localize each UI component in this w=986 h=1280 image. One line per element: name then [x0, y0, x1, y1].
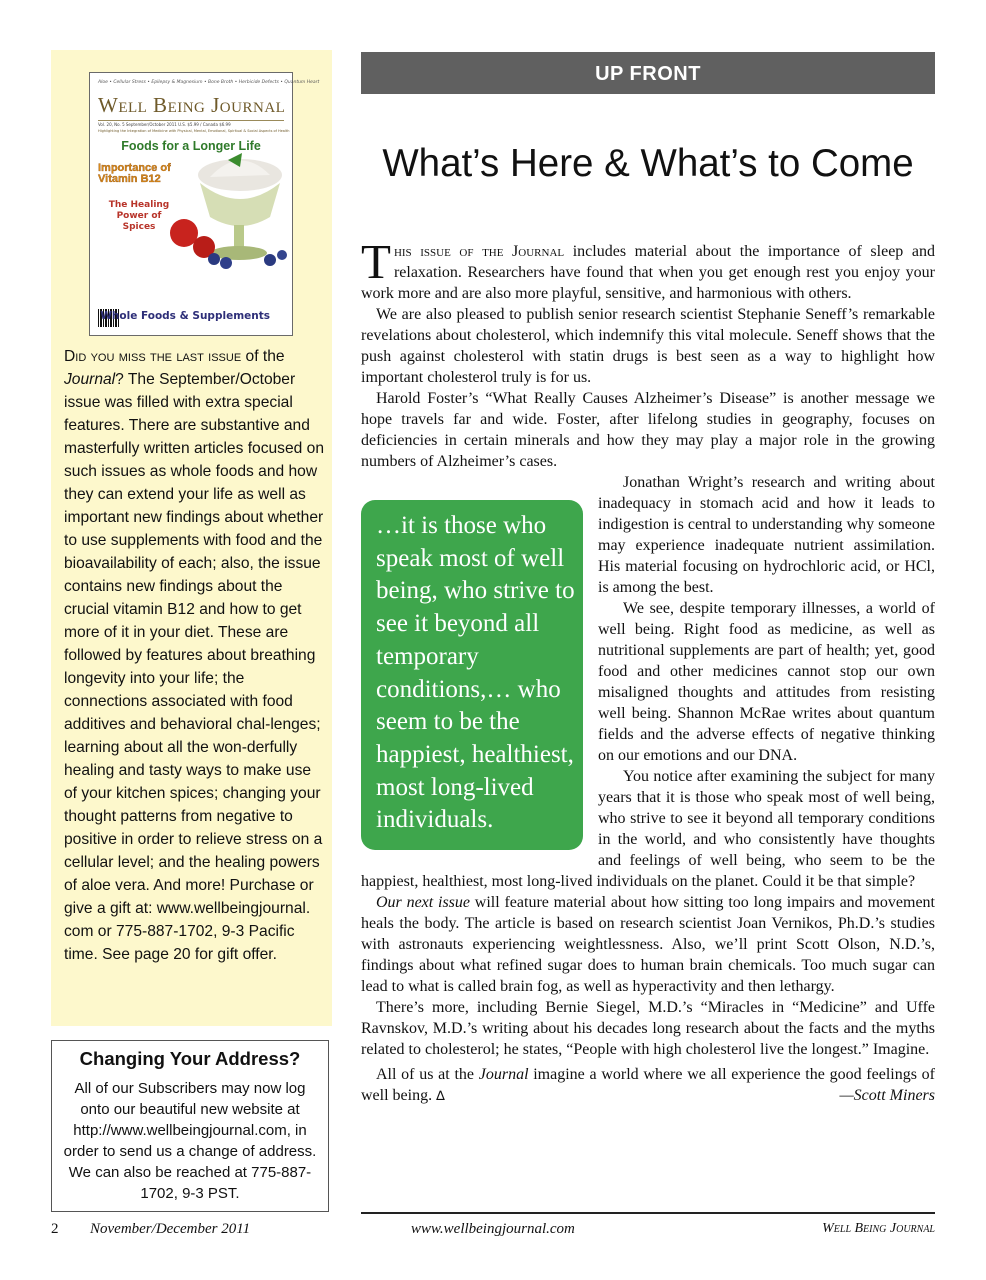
publication-name: Well Being Journal — [822, 1221, 935, 1236]
cover-subtitle: Highlighting the Integration of Medicine with Physical, Mental, Emotional, Spiritual & Social Aspects of Health — [98, 129, 290, 133]
paragraph-seneff: We are also pleased to publish senior research scientist Stephanie Seneff’s remarkable revelations about cholesterol, which indemnify this vital molecule. Seneff shows that the push against cholesterol with statin drugs is best seen as a way to highlight how important cholesterol truly is for us. — [361, 306, 935, 386]
paragraph-observation: You notice after examining the subject for many years that it is those who speak most of well being, who strive to see it beyond all temporary conditions in the world, and who consistently have thoughts and feelings of well being, who seem to be the happiest, healthiest, most long-lived individuals on the planet. Could it be that simple? — [361, 768, 935, 890]
blueberry-icon — [220, 257, 232, 269]
promo-journal-name: Journal — [64, 371, 116, 388]
magazine-cover-thumbnail[interactable] — [89, 72, 320, 336]
address-box-title: Changing Your Address? — [79, 1048, 301, 1069]
address-change-box — [51, 1040, 329, 1212]
paragraph-more: There’s more, including Bernie Siegel, M.D.’s “Miracles in “Medicine” and Uffe Ravnskov, M.D.’s writing about his decades long research about the facts and the myths related to cholesterol; he states, “People with high cholesterol live the longest.” Imagine. — [361, 999, 935, 1058]
cover-headline-b12: Importance of Vitamin B12 — [98, 162, 171, 185]
paragraph-foster: Harold Foster’s “What Really Causes Alzheimer’s Disease” is another message we hope travels far and wide. Foster, after lifelong studies in geography, focuses on deficiencies in certain minerals and how they may play a major role in the growing numbers of Alzheimer’s cases. — [361, 390, 935, 470]
address-box-body: All of our Subscribers may now log onto our beautiful new website at http://www.wellbeingjournal.com, in order to send us a change of address. We can also be reached at 775-887-1702, 9-3 PST. — [63, 1080, 317, 1202]
promo-text: Did you miss the last issue of the Journal? The September/October issue was filled with extra special features. There are substantive and masterfully written articles focused on such issues as whole foods and how they can extend your life as well as important new findings about whether to use supplements with food and the bioavailability of each; also, the issue contains new findings about the crucial vitamin B12 and how to get more of it in your diet. These are followed by features about breathing longevity into your life; the connections associated with food additives and behavioral chal-lenges; learning about all the won-derfully healing and tasty ways to make use of your kitchen spices; changing your thought patterns from negative to positive in order to relieve stress on a cellular level; and the healing powers of aloe vera. And more! Purchase or give a gift at: www.wellbeingjournal. com or 775-887-1702, 9-3 Pacific time. See page 20 for gift offer. — [64, 348, 324, 963]
cover-issue-line: Vol. 20, No. 5 September/October 2011 U.S. $5.99 / Canada $6.99 — [98, 120, 284, 127]
issue-date: November/December 2011 — [90, 1221, 251, 1237]
drop-cap: T — [361, 234, 391, 289]
cover-headline-foods: Foods for a Longer Life — [121, 139, 261, 153]
promo-lead: Did you miss the last issue — [64, 348, 242, 365]
footer-divider — [361, 1212, 935, 1214]
sidebar-promo — [51, 50, 332, 1026]
pull-quote: …it is those who speak most of well being, who strive to see it beyond all temporary conditions,… who seem to be the happiest, healthiest, most long-lived individuals. — [361, 500, 583, 850]
article-body — [361, 234, 936, 1107]
paragraph-wright: Jonathan Wright’s research and writing about inadequacy in stomach acid and how it leads to indigestion is central to understanding why someone may experience inadequate nutrient assimilation. His material focusing on hydrochloric acid, or HCl, is among the best. — [598, 474, 935, 596]
author-signature: —Scott Miners — [839, 1087, 935, 1104]
paragraph-next-issue: Our next issue will feature material about how sitting too long impairs and movement heals the body. The article is based on research scientist Joan Vernikos, Ph.D.’s studies with astronauts experiencing weightlessness. Also, we’ll print Scott Olson, N.D.’s, findings about what refined sugar does to human brain chemicals. Too much sugar can lead to what is called brain fog, as well as hyperactivity and then lethargy. — [361, 894, 936, 995]
website-link[interactable]: www.wellbeingjournal.com — [411, 1221, 575, 1237]
cover-topline: Aloe • Cellular Stress • Epilepsy & Magnesium • Bone Broth • Herbicide Defects • Quantum Heart — [98, 80, 320, 85]
paragraph-closing: All of us at the Journal imagine a world where we all experience the good feelings of well being. ∆ —Scott Miners — [361, 1066, 936, 1104]
paragraph-intro: This issue of the Journal includes material about the importance of sleep and relaxation. Researchers have found that when you get enough rest you enjoy your work more and are also more playful, sensitive, and harmonious with others. — [361, 234, 935, 302]
strawberry-icon — [170, 219, 198, 247]
blueberry-icon — [264, 254, 276, 266]
cover-headline-whole-foods: Whole Foods & Supplements — [100, 310, 270, 322]
paragraph-well-being: We see, despite temporary illnesses, a world of well being. Right food as medicine, as well as nutritional supplements are part of health; yet, good food and other medicines cannot stop our own misaligned thoughts and attitudes from resisting well being. Shannon McRae writes about quantum fields and the adverse effects of negative thinking on our emotions and our DNA. — [598, 600, 935, 764]
blueberry-icon — [277, 250, 287, 260]
page-number: 2 — [51, 1221, 59, 1237]
cover-masthead: Well Being Journal — [98, 93, 286, 117]
end-mark-icon: ∆ — [436, 1089, 445, 1104]
page-title: What’s Here & What’s to Come — [382, 142, 914, 185]
cover-headline-spices: The Healing Power of Spices — [108, 200, 170, 232]
blueberry-icon — [208, 253, 220, 265]
section-header-bar: UP FRONT — [361, 52, 935, 94]
